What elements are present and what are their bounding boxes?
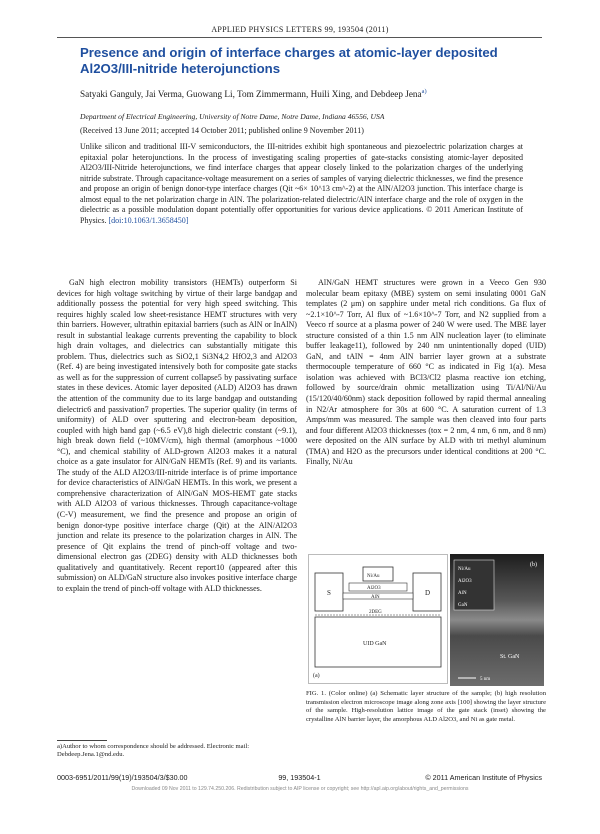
body-right-column: [306, 278, 546, 468]
figure-caption: FIG. 1. (Color online) (a) Schematic layer structure of the sample; (b) high resolution transmission electron microscope image along zone axis [100] showing the layer structure of the sample. High-resolution lattice image of the gate stack (inset) showing the crystalline AlN barrier layer, the amorphous ALD Al2O3, and Ni as gate metal.: [306, 690, 546, 723]
doi-link[interactable]: [doi:10.1063/1.3658450]: [108, 215, 189, 225]
issn-code: 0003-6951/2011/99(19)/193504/3/$30.00: [57, 773, 188, 782]
label-uid-gan: UID GaN: [363, 641, 387, 647]
header-rule: [57, 37, 542, 38]
panel-b-tag: (b): [530, 562, 537, 568]
abstract-text: Unlike silicon and traditional III-V semiconductors, the III-nitrides exhibit high spontaneous and piezoelectric polarization charges at epitaxial polar heterojunctions. In the process of investigating scaling properties of gate-stacks consisting atomic-layer deposited Al2O3/III-Nitride heterojunctions, we find interface charges that appear closely linked to the polarization charges of the underlying nitride substrate. Through capacitance-voltage measurement on a series of samples of varying dielectric thicknesses, we find the presence and propose an origin of benign donor-type interface charges (Qit ~6× 10^13 cm^-2) at the AlN/Al2O3 junction. This interface charge is almost equal to the net polarization charge in AlN. The polarization-related dielectric/AlN interface charge and the role of oxygen in the dielectric as a possible modulation dopant potentially offer opportunities for various device applications. © 2011 American Institute of Physics.: [80, 142, 523, 225]
received-dates: (Received 13 June 2011; accepted 14 October 2011; published online 9 November 2011): [80, 126, 364, 135]
article-title: Presence and origin of interface charges at atomic-layer deposited Al2O3/III-nitride heterojunctions: [80, 45, 498, 76]
author-list: [80, 88, 520, 100]
running-head: APPLIED PHYSICS LETTERS 99, 193504 (2011): [211, 25, 389, 34]
copyright-notice: © 2011 American Institute of Physics: [425, 773, 542, 782]
tem-label-niau: Ni/Au: [458, 567, 471, 572]
author-footnote-mark[interactable]: a): [421, 87, 427, 95]
label-d: D: [425, 589, 431, 597]
layer-schematic: [309, 555, 447, 683]
label-aln: AlN: [371, 595, 380, 600]
methods-paragraph: AlN/GaN HEMT structures were grown in a Veeco Gen 930 molecular beam epitaxy (MBE) system on semi insulating 0001 GaN templates (2 μm) on sapphire under metal rich conditions. Ga flux of ~2.1×10^-7 Torr, Al flux of ~1.6×10^-7 Torr, and N2 supplied from a Veeco rf source at a plasma power of 240 W were used. The MBE layer structure consisted of a thin 1.5 nm AlN nucleation layer (to eliminate buffer leakage11), followed by 240 nm unintentionally doped (UID) GaN, and tAlN = 4nm AlN barrier layer grown at a substrate thermocouple temperature of 660 °C as indicated in Fig 1(a). Mesa isolation was achieved with BCl3/Cl2 plasma reactive ion etching, followed by source/drain ohmic metallization using Ti/Al/Ni/Au (15/120/40/60nm) stack deposition followed by rapid thermal annealing in N2/Ar atmosphere for 30s at 600 °C. A saturation current of 1.3 Amps/mm was measured. The sample was then cleaved into four parts and four different Al2O3 thicknesses (tox = 2 nm, 4 nm, 6 nm, and 8 nm) were deposited on the AlN surface by ALD with tri methyl aluminum (TMA) and H2O as the precursors under identical conditions at 200 °C. Finally, Ni/Au: [306, 278, 546, 467]
affiliation: Department of Electrical Engineering, University of Notre Dame, Notre Dame, Indiana 46556, USA: [80, 112, 385, 121]
label-al2o3: Al2O3: [367, 586, 381, 591]
figure-panel-a-schematic: [308, 554, 448, 684]
author-footnote: a)Author to whom correspondence should be addressed. Electronic mail: Debdeep.Jena.1@nd.edu.: [57, 743, 250, 759]
scale-bar-label: 5 nm: [480, 677, 491, 682]
tem-label-aln: AlN: [458, 591, 467, 596]
label-niau: Ni/Au: [367, 574, 380, 579]
tem-image: [450, 554, 544, 686]
intro-paragraph: GaN high electron mobility transistors (HEMTs) outperform Si devices for high voltage switching by virtue of their large bandgap and additionally possess the potential for very high speed switching. This requires highly scaled low sheet-resistance HEMT structures with very thin barriers. However, ultrathin epitaxial barriers (such as AlN or InAlN) result in substantial leakage currents preventing the capability to block high drain voltages, and dielectrics can substantially mitigate this problem. Thus, dielectrics such as SiO2,1 Si3N4,2 HfO2,3 and Al2O3 (Ref. 4) are being investigated intensively both for composite gate stacks as well as for the suppression of current collapse5 by passivating surface states in these devices. Atomic layer deposited (ALD) Al2O3 has drawn the attention of the community due to its large bandgap and outstanding dielectric6 and passivation7 properties. The superior quality (in terms of uniformity) of ALD over sputtering and electron-beam deposition, coupled with high band gap (~6.5 eV),8 high dielectric constant (~9.1), high break down field (~10MV/cm), high thermal (amorphous ~1000 °C), and chemical stability of ALD-grown Al2O3 makes it a natural choice as a gate insulator for AlN/GaN HEMTs (Ref. 9) and its variants. The study of the ALD Al2O3/III-nitride interface is of prime importance for device characteristics of AlN/GaN HEMTs. In this work, we present a comprehensive characterization of AlN/GaN MOS-HEMT gate stacks with ALD Al2O3 of various thicknesses. Through capacitance-voltage (C-V) measurement, we find the presence and propose an origin of benign donor-type positive interface charge (Qit) at the AlN/Al2O3 junction and relate its presence to the polarization charges in AlN. The presence of Qit explains the trend of pinch-off voltage and two-dimensional electron gas (2DEG) density with ALD thicknesses both qualitatively and quantitatively. Recent report10 (appeared after this submission) on ALD/GaN structure also invokes positive interface charge to explain the trend of pinch-off voltage with ALD thicknesses.: [57, 278, 297, 593]
authors-text: Satyaki Ganguly, Jai Verma, Guowang Li, Tom Zimmermann, Huili Xing, and Debdeep Jena: [80, 89, 422, 99]
page-number: 99, 193504-1: [278, 773, 321, 782]
footnote-rule: [57, 740, 107, 741]
tem-label-al2o3: Al2O3: [458, 579, 472, 584]
label-2deg: 2DEG: [369, 610, 382, 615]
label-s: S: [327, 589, 331, 597]
download-notice[interactable]: Downloaded 09 Nov 2011 to 129.74.250.206. Redistribution subject to AIP license or copyright; see http://apl.aip.org/about/rights_and_permissions: [131, 786, 469, 792]
tem-label-gan: GaN: [458, 603, 468, 608]
figure-panel-b-tem: [450, 554, 544, 686]
tem-label-st-gan: St. GaN: [500, 654, 520, 660]
panel-a-tag: (a): [313, 673, 320, 679]
body-left-column: [57, 278, 297, 594]
abstract: [80, 142, 523, 226]
